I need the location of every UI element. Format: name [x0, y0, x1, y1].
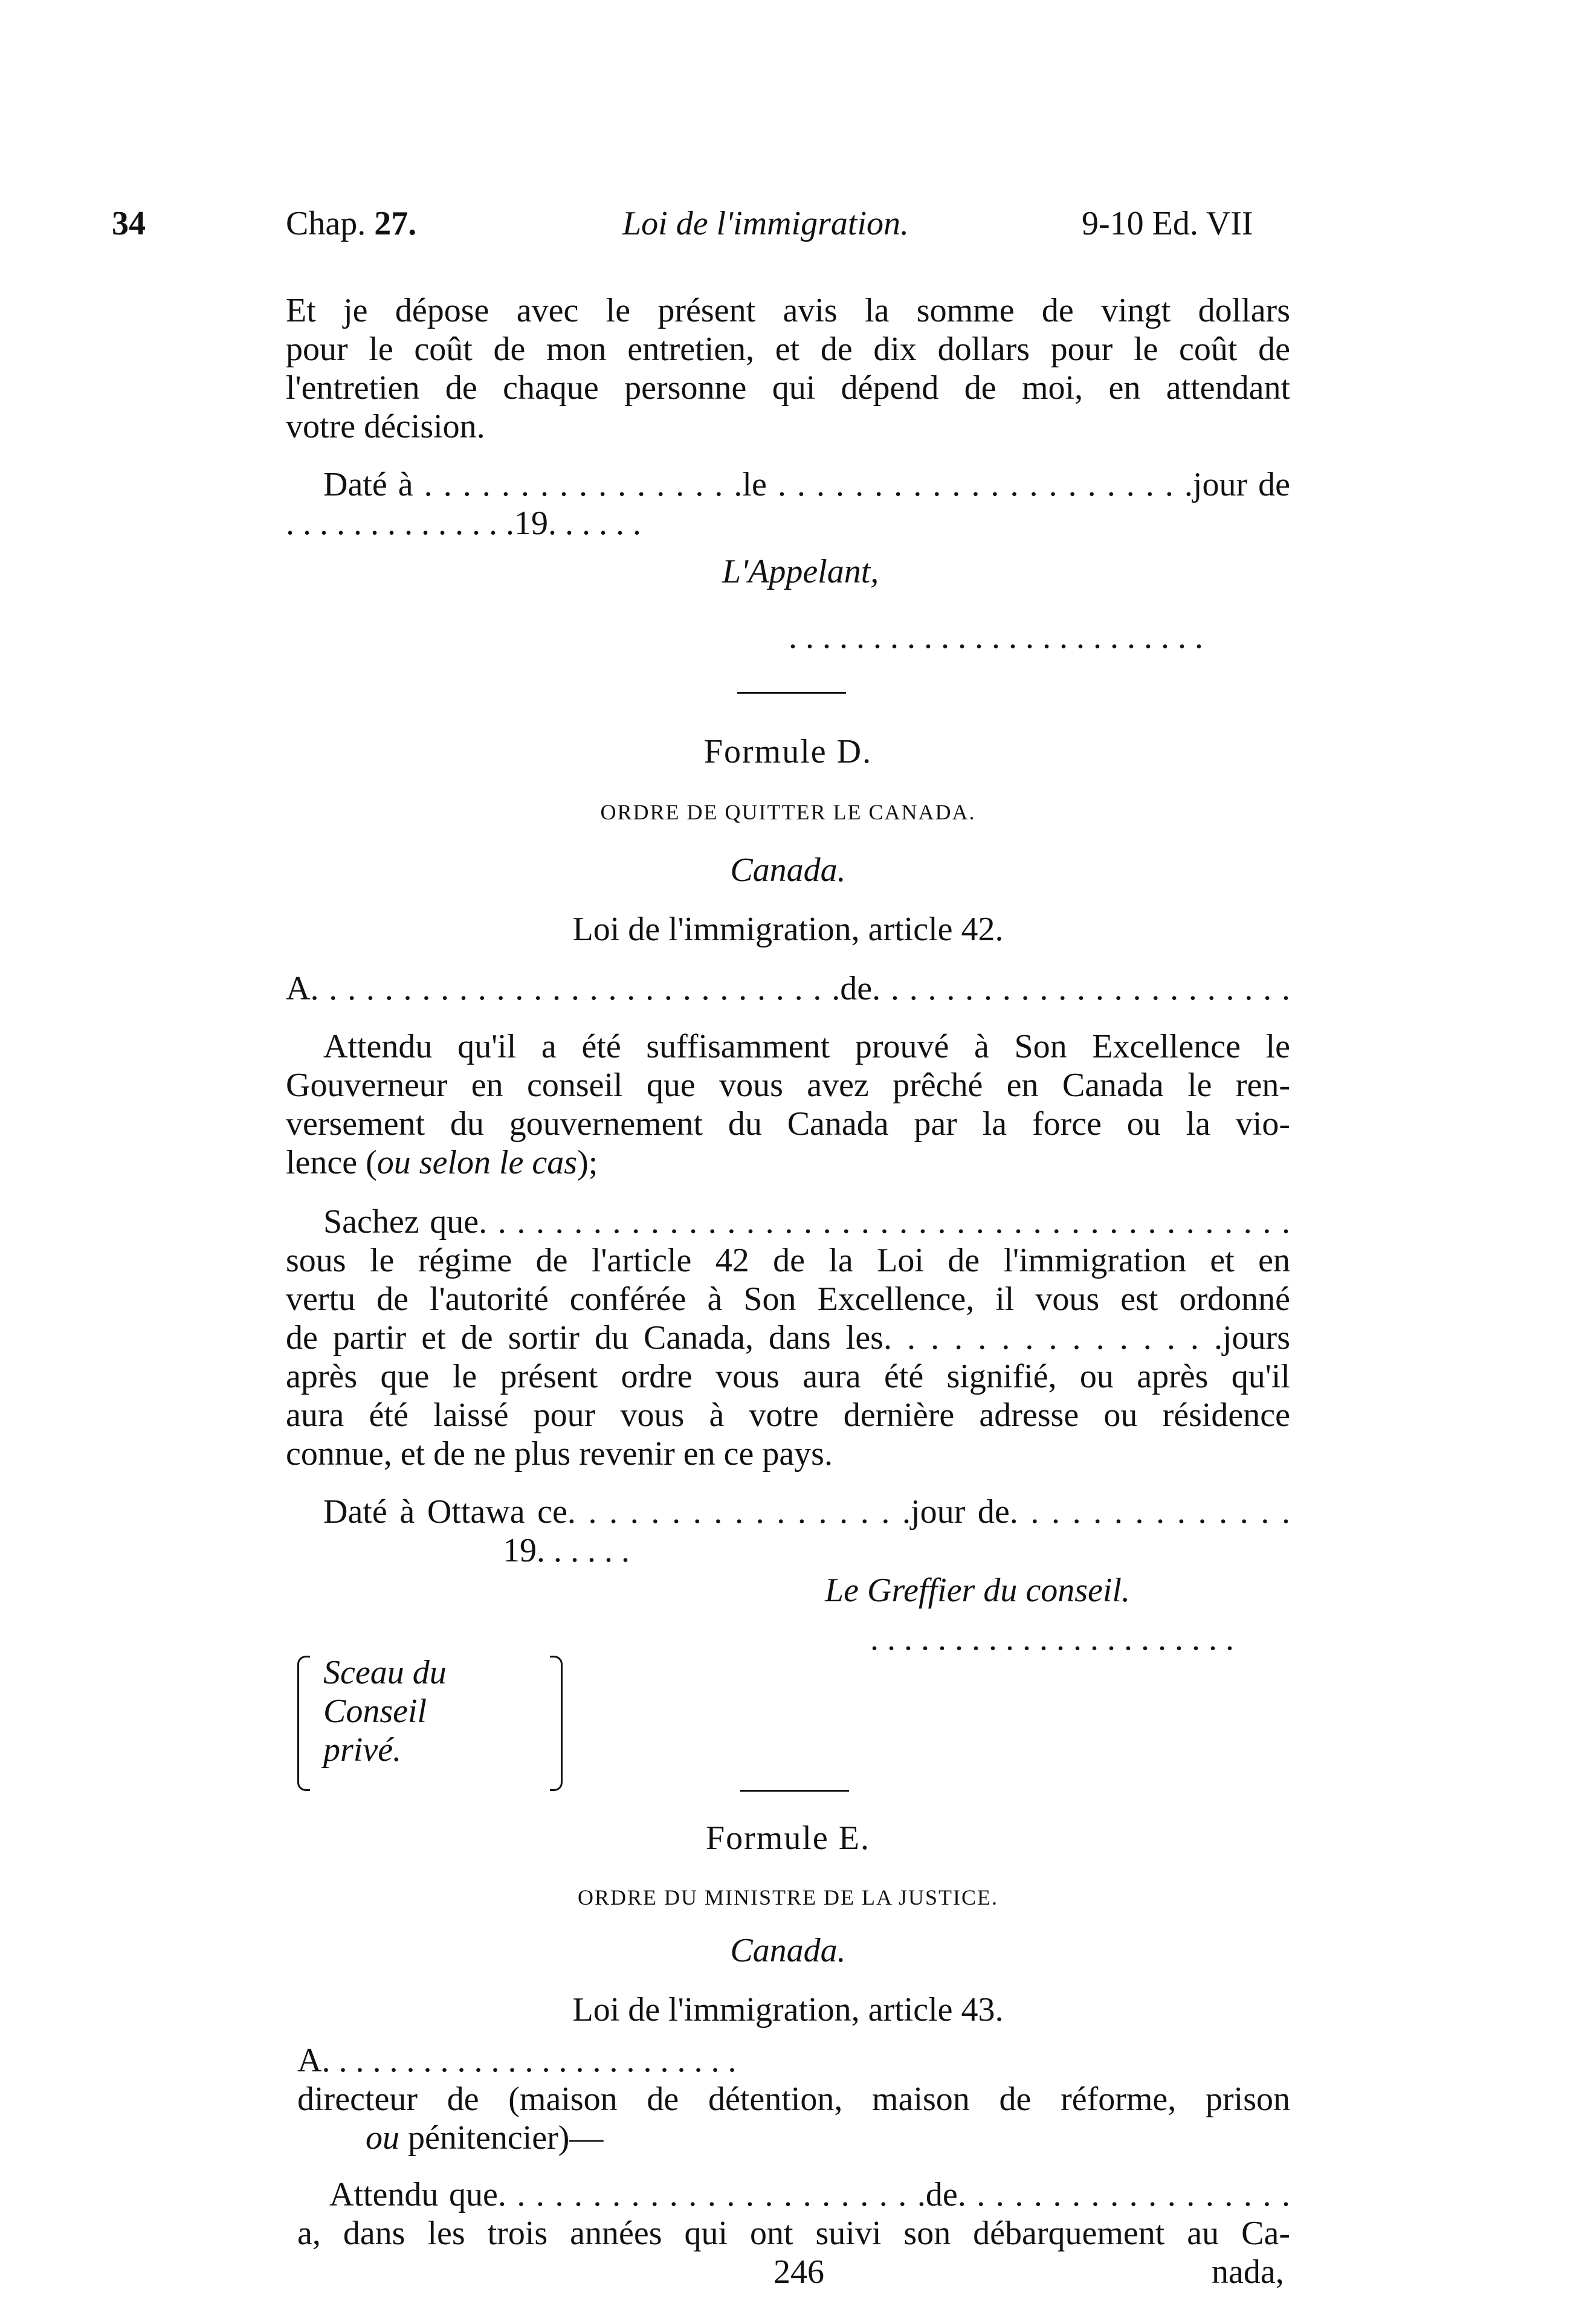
form-d-address-line: A. . . . . . . . . . . . . . . . . . . . . . . . . . . . .de. . . . . . . . . . . . . . . . . . . . . . .: [286, 970, 1290, 1007]
section-divider: [740, 1790, 849, 1792]
chapter-label: Chap.: [286, 205, 366, 242]
running-header-chapter: [286, 204, 416, 243]
form-e-title: Formule E.: [706, 1819, 870, 1857]
appeal-line-1: Et je dépose avec le présent avis la somme de vingt dollars: [286, 292, 1290, 329]
form-e-place: Canada.: [730, 1932, 846, 1969]
form-e-final-line: a, dans les trois années qui ont suivi son débarquement au Ca-: [297, 2215, 1290, 2252]
catchword: nada,: [1212, 2253, 1284, 2291]
form-d-signature-line: . . . . . . . . . . . . . . . . . . . . . .: [870, 1620, 1234, 1657]
seal-line-2: Conseil: [323, 1693, 427, 1730]
form-e-address-line: A. . . . . . . . . . . . . . . . . . . . . . . . .: [297, 2042, 737, 2079]
form-d-whereas-text-a: lence (: [286, 1144, 377, 1181]
running-header-title: Loi de l'immigration.: [622, 205, 909, 242]
form-d-subtitle: ORDRE DE QUITTER LE CANADA.: [600, 800, 976, 824]
form-d-year-line: 19. . . . . .: [503, 1532, 630, 1569]
form-e-subtitle: ORDRE DU MINISTRE DE LA JUSTICE.: [577, 1885, 998, 1909]
form-d-place: Canada.: [730, 851, 846, 889]
appeal-line-3: l'entretien de chaque personne qui dépend de moi, en attendant: [286, 369, 1290, 407]
form-e-director-continuation: [366, 2119, 603, 2157]
signature-number: 246: [773, 2253, 824, 2291]
form-d-title: Formule D.: [703, 733, 873, 770]
form-d-order-line-5: aura été laissé pour vous à votre dernière adresse ou résidence: [286, 1396, 1290, 1434]
form-d-whereas-italic: ou selon le cas: [376, 1144, 578, 1181]
form-d-whereas-line-3: versement du gouvernement du Canada par la force ou la vio-: [286, 1105, 1290, 1143]
form-e-director-italic: ou: [366, 2119, 399, 2157]
appeal-signatory: L'Appelant,: [722, 553, 879, 590]
appeal-year-line: . . . . . . . . . . . . . .19. . . . . .: [286, 505, 641, 542]
seal-line-3: privé.: [323, 1731, 402, 1769]
form-d-order-line-1: sous le régime de l'article 42 de la Loi de l'immigration et en: [286, 1242, 1290, 1279]
running-header-regnal-year: 9-10 Ed. VII: [1082, 205, 1253, 242]
form-e-director-line: directeur de (maison de détention, maison de réforme, prison: [297, 2080, 1290, 2118]
section-divider: [737, 692, 846, 694]
form-d-order-line-3: de partir et de sortir du Canada, dans les. . . . . . . . . . . . . . .jours: [286, 1319, 1290, 1357]
seal-line-1: Sceau du: [323, 1654, 447, 1691]
form-e-reference: Loi de l'immigration, article 43.: [572, 1991, 1004, 2029]
form-d-order-line-6: connue, et de ne plus revenir en ce pays.: [286, 1435, 833, 1473]
form-e-whereas-line: Attendu que. . . . . . . . . . . . . . . . . . . . . . .de. . . . . . . . . . . . . . . . . .: [329, 2176, 1290, 2213]
appeal-line-2: pour le coût de mon entretien, et de dix dollars pour le coût de: [286, 331, 1290, 368]
page-number: 34: [112, 205, 146, 242]
chapter-number: 27.: [374, 205, 417, 242]
seal-left-brace: [297, 1656, 310, 1791]
form-d-reference: Loi de l'immigration, article 42.: [572, 911, 1004, 948]
form-d-whereas-line-2: Gouverneur en conseil que vous avez prêché en Canada le ren-: [286, 1067, 1290, 1104]
seal-right-brace: [550, 1656, 563, 1791]
appeal-signature-line: . . . . . . . . . . . . . . . . . . . . . . . . .: [789, 618, 1203, 656]
form-d-signatory: Le Greffier du conseil.: [825, 1572, 1130, 1609]
form-d-whereas-line-1: Attendu qu'il a été suffisamment prouvé à Son Excellence le: [323, 1028, 1290, 1065]
form-d-order-line-4: après que le présent ordre vous aura été signifié, ou après qu'il: [286, 1358, 1290, 1395]
form-d-dated-line: Daté à Ottawa ce. . . . . . . . . . . . . . . . .jour de. . . . . . . . . . . . . .: [323, 1493, 1290, 1531]
form-d-whereas-line-4: [286, 1143, 598, 1182]
appeal-line-4: votre décision.: [286, 408, 485, 445]
form-d-order-line-2: vertu de l'autorité conférée à Son Excellence, il vous est ordonné: [286, 1280, 1290, 1318]
appeal-dated-line: Daté à . . . . . . . . . . . . . . . . .le . . . . . . . . . . . . . . . . . . . . . .jour de: [323, 466, 1290, 503]
form-d-whereas-text-b: );: [577, 1144, 598, 1181]
form-e-director-rest: pénitencier)—: [399, 2119, 604, 2157]
form-d-know-line: Sachez que. . . . . . . . . . . . . . . . . . . . . . . . . . . . . . . . . . . . . . . . . . .: [323, 1203, 1290, 1241]
